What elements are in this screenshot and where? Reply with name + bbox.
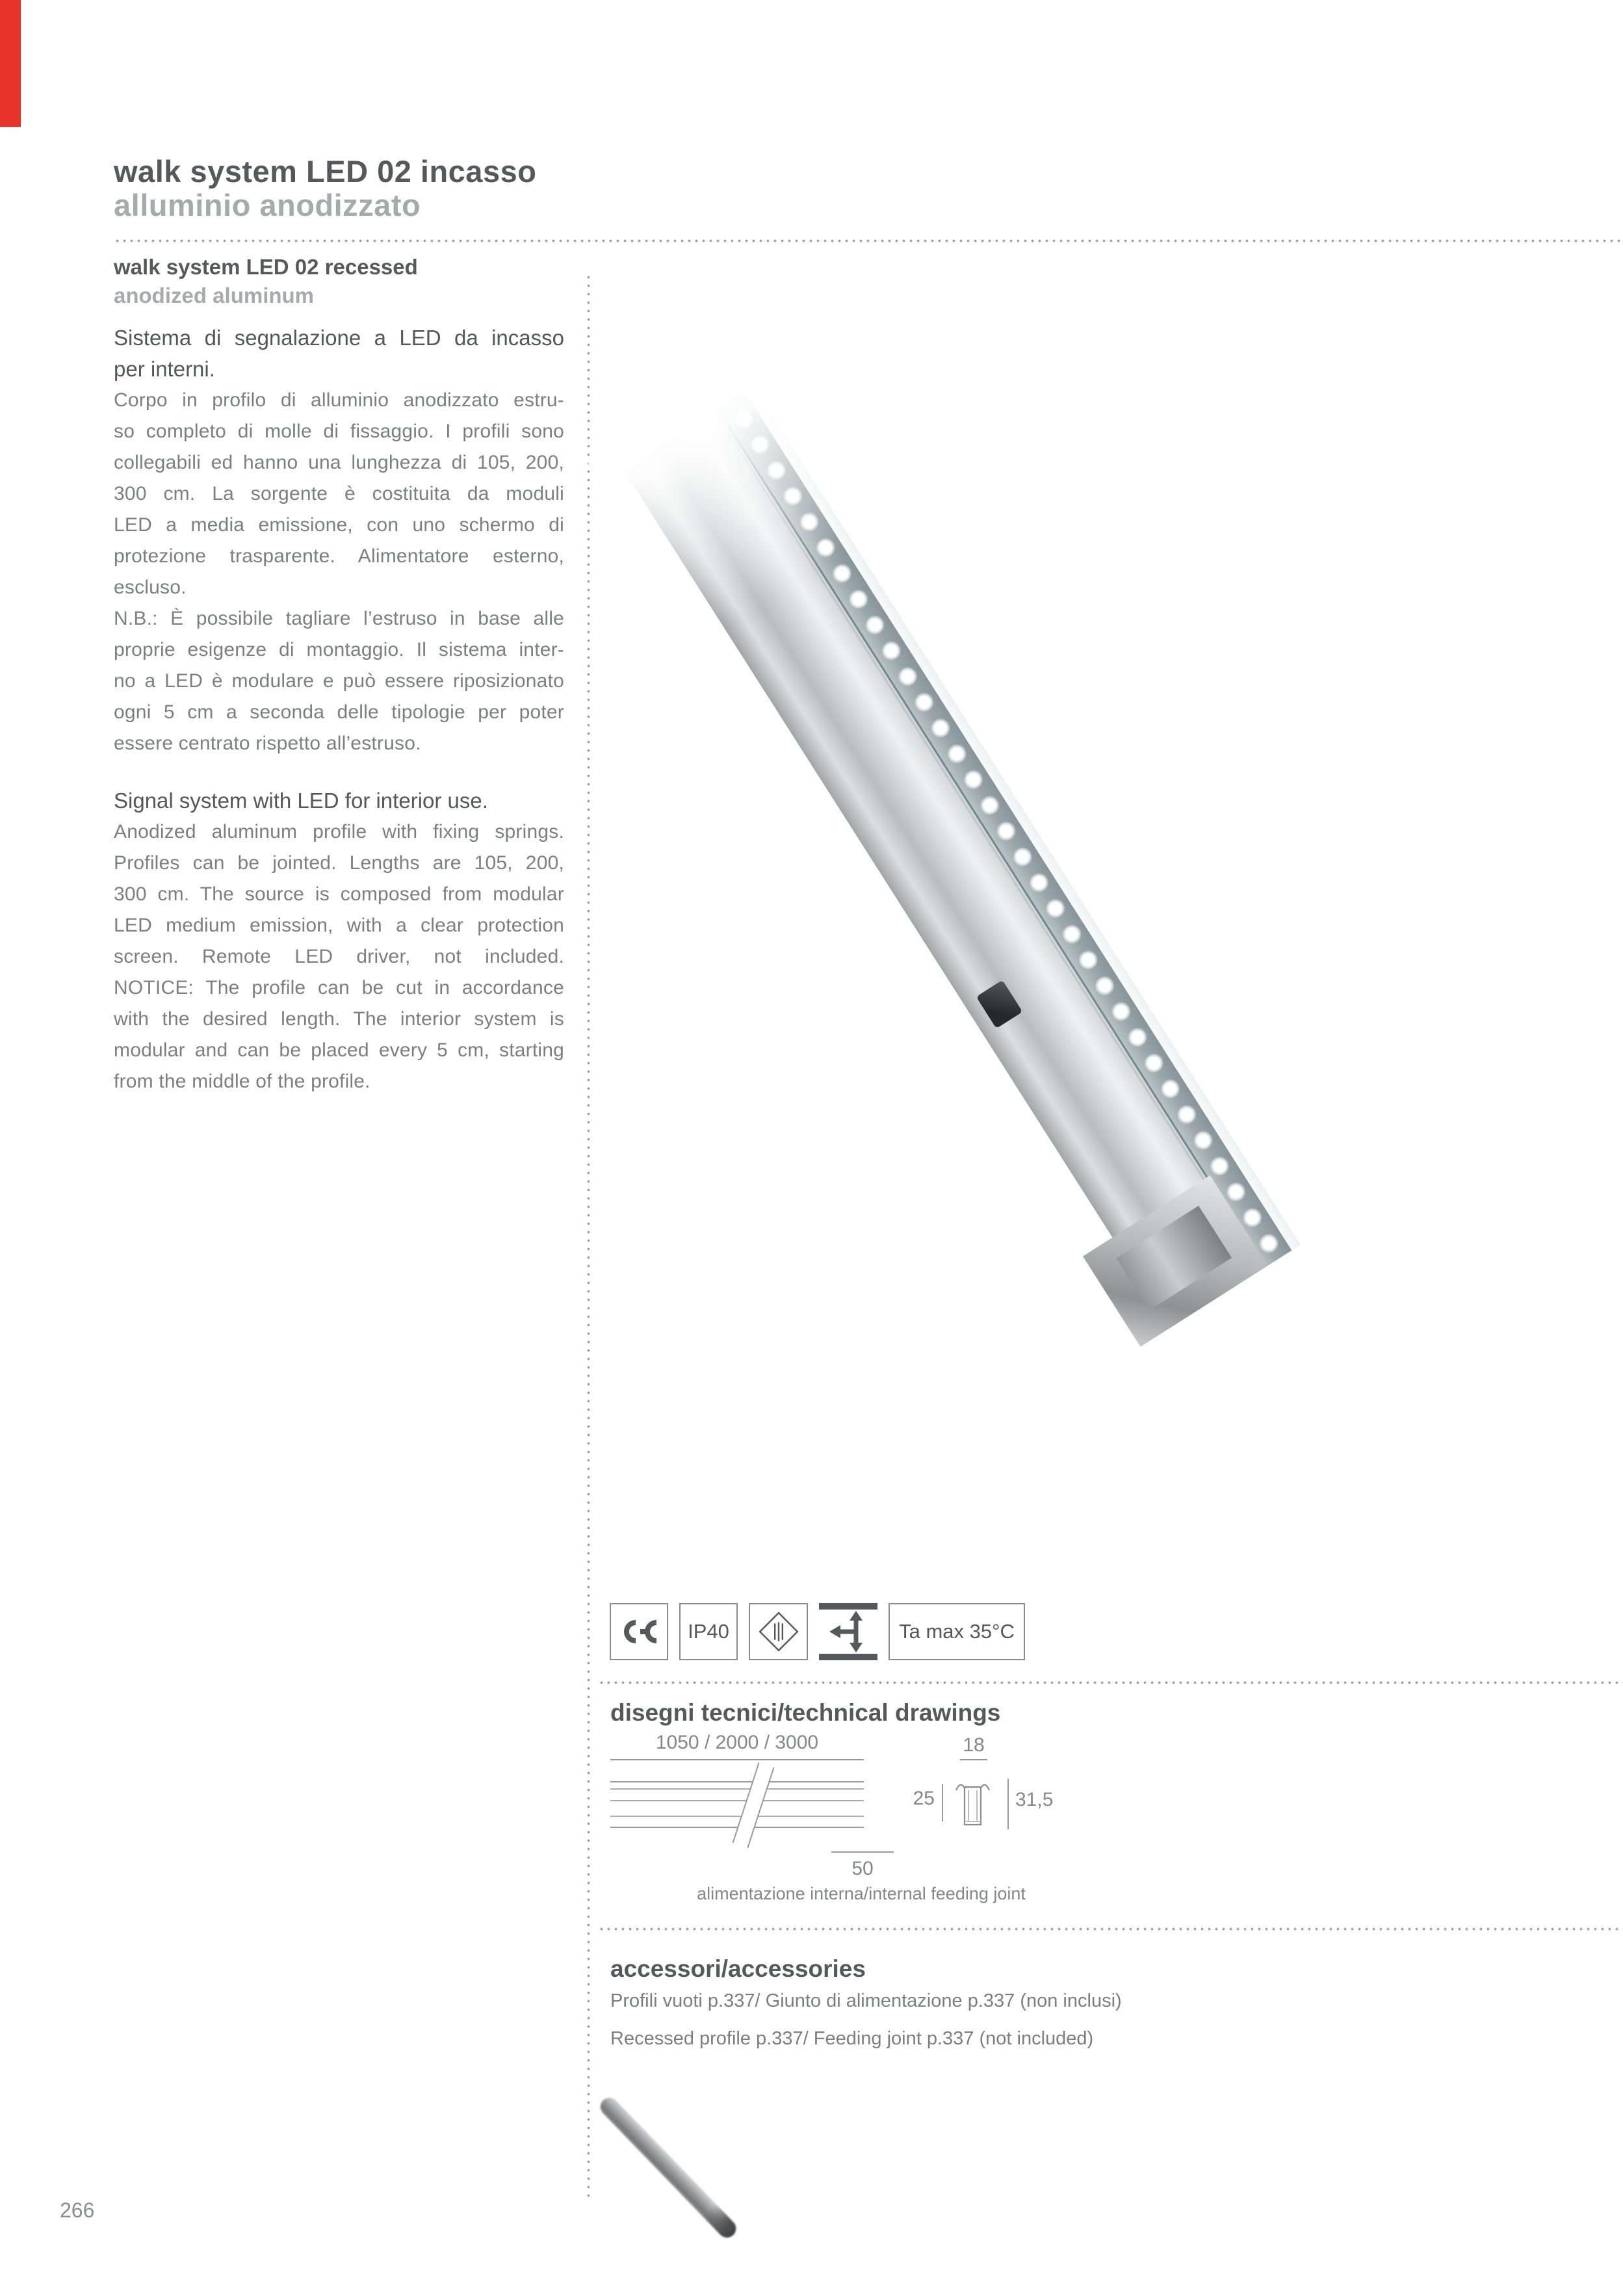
- column-dotted-divider: [587, 273, 590, 2197]
- dim-50-label: 50: [851, 1858, 874, 1879]
- text-line: so completo di molle di fissaggio. I profili sono: [114, 421, 564, 442]
- ce-mark-glyph: [619, 1619, 659, 1644]
- text-line: ogni 5 cm a seconda delle tipologie per poter: [114, 701, 564, 723]
- page-corner-tab: [0, 0, 21, 127]
- certification-row: [610, 1603, 1025, 1660]
- text-line: Corpo in profilo di alluminio anodizzato estru-: [114, 389, 564, 411]
- text-line: 300 cm. La sorgente è costituita da moduli: [114, 483, 564, 504]
- technical-drawings-heading: disegni tecnici/technical drawings: [610, 1699, 1001, 1726]
- english-description: [114, 816, 564, 1097]
- profile-cross-section-drawing: [954, 1777, 992, 1833]
- feeding-joint-photo: [597, 2094, 740, 2241]
- accessories-dotted-rule: [598, 1927, 1623, 1931]
- product-photo: [650, 338, 1469, 1326]
- class-3-glyph: [757, 1610, 801, 1654]
- accessories-line-en: Recessed profile p.337/ Feeding joint p.337 (not included): [610, 2028, 1094, 2049]
- text-line: screen. Remote LED driver, not included.: [114, 946, 564, 967]
- dim-31-5-line: [1007, 1779, 1009, 1829]
- text-line: Sistema di segnalazione a LED da incasso: [114, 326, 564, 350]
- text-line: NOTICE: The profile can be cut in accordance: [114, 977, 564, 998]
- page-title: walk system LED 02 incasso: [114, 154, 537, 189]
- dim-18-line: [960, 1759, 987, 1760]
- text-line: no a LED è modulare e può essere riposizionato: [114, 670, 564, 692]
- photo-fade-overlay: [588, 351, 1336, 1364]
- text-line: 300 cm. The source is composed from modular: [114, 883, 564, 905]
- dim-31-5-label: 31,5: [1015, 1789, 1054, 1810]
- class-3-diamond-icon: [749, 1603, 808, 1660]
- text-line: LED medium emission, with a clear protection: [114, 915, 564, 936]
- ta-max-badge: [889, 1603, 1025, 1660]
- italian-section-heading: [114, 322, 564, 385]
- dim-18-label: 18: [963, 1734, 985, 1756]
- page-subtitle: alluminio anodizzato: [114, 188, 421, 222]
- text-line: LED a media emissione, con uno schermo di: [114, 514, 564, 536]
- accessories-heading: accessori/accessories: [610, 1955, 866, 1982]
- english-section-heading: Signal system with LED for interior use.: [114, 789, 488, 813]
- dim-25-line: [942, 1784, 943, 1821]
- length-dimension-label: 1050 / 2000 / 3000: [655, 1732, 819, 1753]
- profile-plan-drawing: [610, 1781, 864, 1828]
- adjustable-arrows-glyph: [819, 1603, 877, 1660]
- ip-rating-badge: [679, 1603, 738, 1660]
- text-line: protezione trasparente. Alimentatore esterno,: [114, 545, 564, 567]
- text-line: N.B.: È possibile tagliare l’estruso in base alle: [114, 608, 564, 629]
- text-line: from the middle of the profile.: [114, 1071, 370, 1092]
- feeding-joint-caption: alimentazione interna/internal feeding joint: [697, 1884, 1026, 1903]
- product-name-en-line2: anodized aluminum: [114, 283, 315, 307]
- text-line: Anodized aluminum profile with fixing springs.: [114, 821, 564, 842]
- dim-50-line: [831, 1851, 894, 1853]
- text-line: modular and can be placed every 5 cm, starting: [114, 1039, 564, 1061]
- top-dotted-rule: [114, 239, 1623, 242]
- dim-25-label: 25: [913, 1788, 935, 1809]
- length-dimension-line: [610, 1759, 864, 1760]
- ip-rating-label: IP40: [688, 1620, 729, 1643]
- product-name-en-line1: walk system LED 02 recessed: [114, 255, 418, 279]
- text-line: with the desired length. The interior system is: [114, 1008, 564, 1030]
- text-line: per interni.: [114, 357, 215, 381]
- text-line: proprie esigenze di montaggio. Il sistema inter-: [114, 639, 564, 660]
- text-line: essere centrato rispetto all’estruso.: [114, 733, 421, 754]
- tech-dotted-rule: [598, 1681, 1623, 1684]
- ta-max-label: Ta max 35°C: [899, 1620, 1015, 1643]
- text-line: escluso.: [114, 577, 187, 598]
- led-profile-bar: [623, 387, 1301, 1328]
- accessories-line-it: Profili vuoti p.337/ Giunto di alimentazione p.337 (non inclusi): [610, 1990, 1122, 2011]
- page-number: 266: [60, 2198, 95, 2222]
- text-line: Profiles can be jointed. Lengths are 105, 200,: [114, 852, 564, 874]
- italian-description: [114, 385, 564, 759]
- adjustable-arrows-icon: [819, 1603, 877, 1660]
- text-line: collegabili ed hanno una lunghezza di 105, 200,: [114, 452, 564, 473]
- ce-mark-icon: [610, 1603, 668, 1660]
